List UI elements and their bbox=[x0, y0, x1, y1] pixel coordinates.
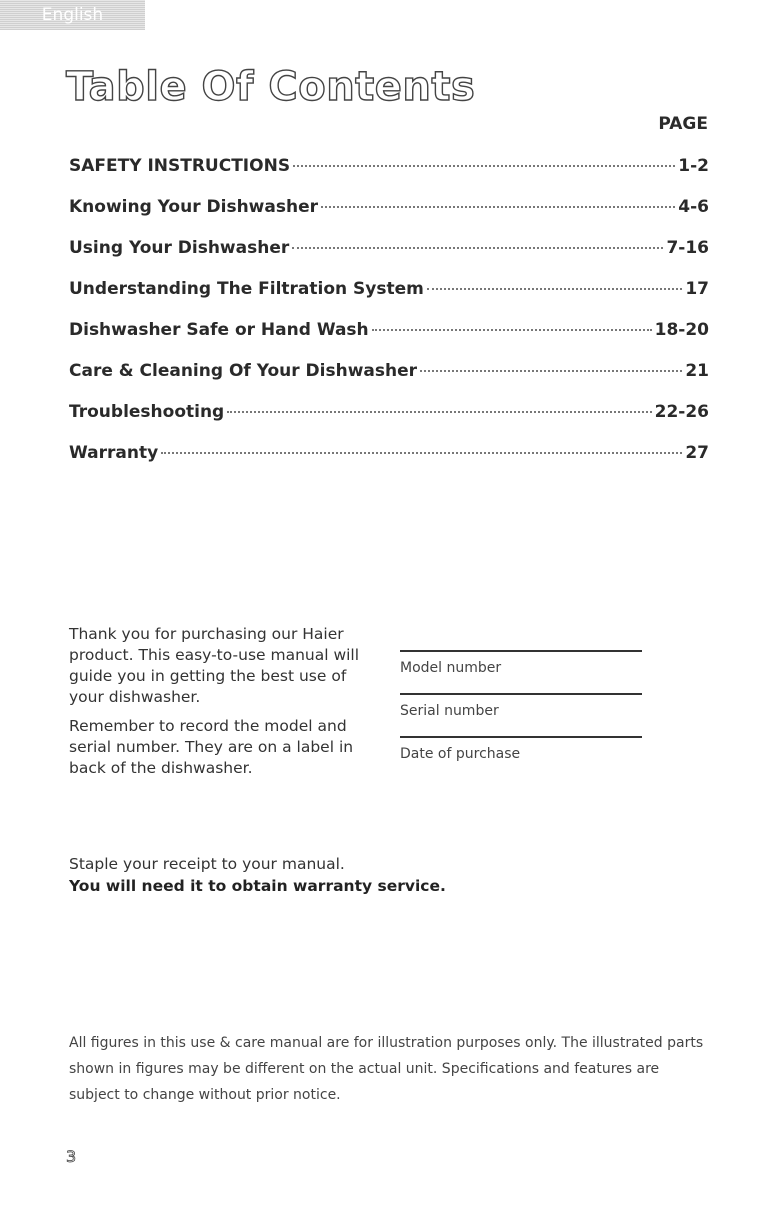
toc-entry-label: Dishwasher Safe or Hand Wash bbox=[69, 320, 369, 340]
page-number: 3 bbox=[66, 1147, 77, 1166]
model-number-field bbox=[400, 650, 642, 680]
toc-entry[interactable] bbox=[69, 279, 709, 320]
intro-paragraph-record: Remember to record the model and serial number. They are on a label in back of the dishwasher. bbox=[69, 717, 354, 777]
serial-number-line bbox=[400, 693, 642, 695]
toc-entry-label: Using Your Dishwasher bbox=[69, 238, 290, 258]
toc-entry-page: 22-26 bbox=[654, 402, 709, 422]
toc-entry-label: SAFETY INSTRUCTIONS bbox=[69, 156, 291, 176]
disclaimer: All figures in this use & care manual are for illustration purposes only. The illustrated parts shown in figures may be different on the actual unit. Specifications and features are subject to change without prior notice. bbox=[69, 1035, 704, 1103]
toc-entry[interactable] bbox=[69, 443, 709, 484]
serial-number-label: Serial number bbox=[400, 703, 499, 719]
model-number-label: Model number bbox=[400, 660, 502, 676]
dot-leader bbox=[227, 411, 651, 413]
dot-leader bbox=[420, 370, 682, 372]
date-of-purchase-line bbox=[400, 736, 642, 738]
dot-leader bbox=[292, 247, 663, 249]
dot-leader bbox=[427, 288, 682, 290]
intro-text bbox=[69, 624, 379, 787]
toc-entry-page: 27 bbox=[685, 443, 709, 463]
serial-number-field bbox=[400, 693, 642, 723]
table-of-contents bbox=[69, 156, 709, 484]
dot-leader bbox=[161, 452, 682, 454]
toc-entry-page: 4-6 bbox=[678, 197, 709, 217]
toc-entry-label: Knowing Your Dishwasher bbox=[69, 197, 318, 217]
toc-entry-label: Troubleshooting bbox=[69, 402, 225, 422]
toc-entry[interactable] bbox=[69, 238, 709, 279]
receipt-note bbox=[69, 853, 446, 897]
warranty-note: You will need it to obtain warranty service. bbox=[69, 877, 446, 895]
toc-entry[interactable] bbox=[69, 402, 709, 443]
record-fields bbox=[400, 650, 642, 779]
toc-entry-label: Understanding The Filtration System bbox=[69, 279, 424, 299]
toc-entry-page: 17 bbox=[685, 279, 709, 299]
model-number-line bbox=[400, 650, 642, 652]
receipt-note-line: Staple your receipt to your manual. bbox=[69, 855, 345, 873]
dot-leader bbox=[321, 206, 675, 208]
date-of-purchase-field bbox=[400, 736, 642, 766]
intro-paragraph-thanks: Thank you for purchasing our Haier product. This easy-to-use manual will guide you in getting the best use of your dishwasher. bbox=[69, 625, 360, 706]
page-title: Table Of Contents bbox=[66, 64, 476, 110]
language-tab: English bbox=[0, 0, 145, 30]
toc-entry-page: 7-16 bbox=[666, 238, 709, 258]
dot-leader bbox=[293, 165, 675, 167]
toc-entry-page: 21 bbox=[685, 361, 709, 381]
date-of-purchase-label: Date of purchase bbox=[400, 746, 521, 762]
toc-entry[interactable] bbox=[69, 320, 709, 361]
page-column-header: PAGE bbox=[658, 114, 708, 134]
toc-entry[interactable] bbox=[69, 197, 709, 238]
toc-entry-label: Warranty bbox=[69, 443, 159, 463]
toc-entry[interactable] bbox=[69, 361, 709, 402]
toc-entry-label: Care & Cleaning Of Your Dishwasher bbox=[69, 361, 418, 381]
toc-entry[interactable] bbox=[69, 156, 709, 197]
toc-entry-page: 1-2 bbox=[678, 156, 709, 176]
toc-entry-page: 18-20 bbox=[654, 320, 709, 340]
dot-leader bbox=[372, 329, 652, 331]
